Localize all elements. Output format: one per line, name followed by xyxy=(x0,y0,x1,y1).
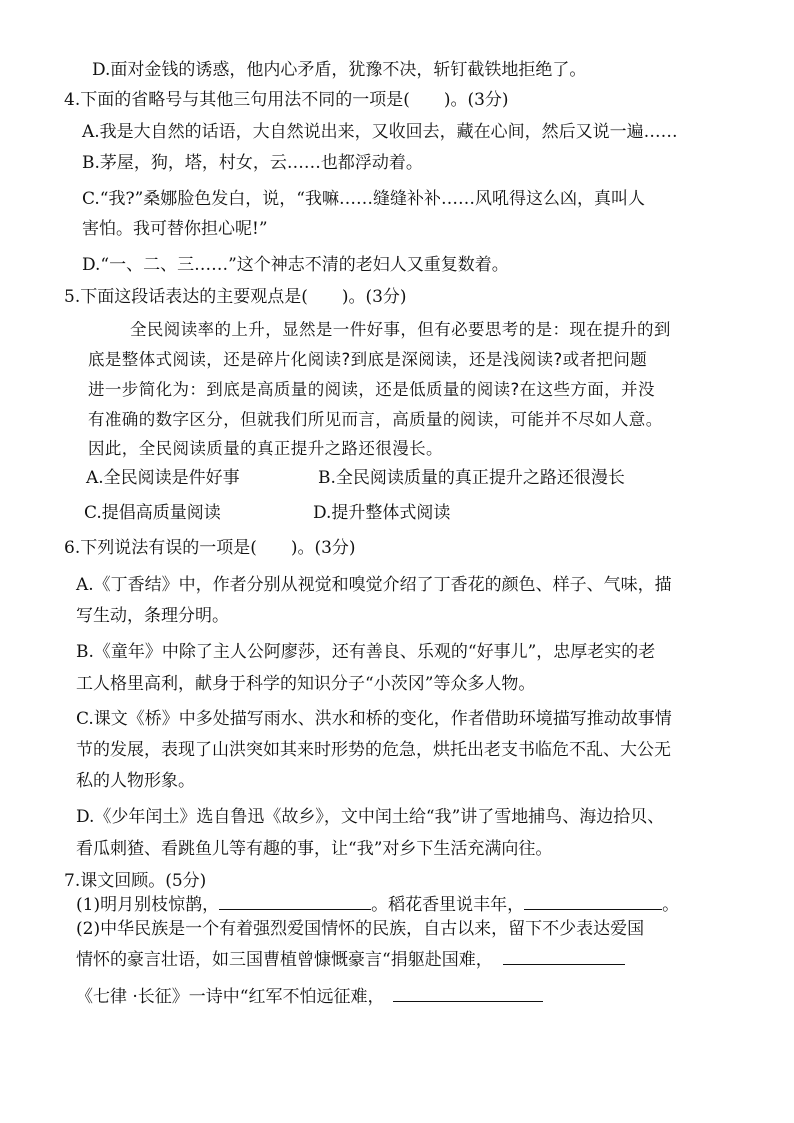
q4-option-c-line1: C.“我?”桑娜脸色发白，说，“我嘛……缝缝补补……风吼得这么凶，真叫人 xyxy=(82,189,645,209)
q5-passage-line: 全民阅读率的上升，显然是一件好事，但有必要思考的是：现在提升的到 xyxy=(130,320,671,339)
q6-option-d-line2: 看瓜刺猹、看跳鱼儿等有趣的事，让“我”对乡下生活充满向往。 xyxy=(76,839,553,859)
answer-blank[interactable] xyxy=(503,948,625,965)
q7-sub2-line2 xyxy=(76,948,625,971)
q7-stem: 7.课文回顾。(5分) xyxy=(64,871,207,891)
q5-option-c: C.提倡高质量阅读 xyxy=(84,503,221,523)
answer-blank[interactable] xyxy=(524,893,662,910)
q5-option-d: D.提升整体式阅读 xyxy=(313,503,451,523)
q5-passage-line: 底是整体式阅读，还是碎片化阅读?到底是深阅读，还是浅阅读?或者把问题 xyxy=(88,350,648,369)
q4-option-d: D.“一、二、三……”这个神志不清的老妇人又重复数着。 xyxy=(82,255,509,275)
q5-passage-line: 进一步简化为：到底是高质量的阅读，还是低质量的阅读?在这些方面，并没 xyxy=(88,380,655,399)
q6-option-a-line1: A.《丁香结》中，作者分别从视觉和嗅觉介绍了丁香花的颜色、样子、气味，描 xyxy=(76,575,672,595)
answer-blank[interactable] xyxy=(219,893,371,910)
q7-sub2-text: 《七律 ·长征》一诗中“红军不怕远征难， xyxy=(76,987,385,1007)
q5-passage-line: 因此，全民阅读质量的真正提升之路还很漫长。 xyxy=(88,439,443,458)
q7-sub2-line1: (2)中华民族是一个有着强烈爱国情怀的民族，自古以来，留下不少表达爱国 xyxy=(76,919,645,939)
q5-option-a: A.全民阅读是件好事 xyxy=(86,468,240,488)
q4-option-b: B.茅屋，狗，塔，村女，云……也都浮动着。 xyxy=(82,153,423,173)
q6-option-b-line1: B.《童年》中除了主人公阿廖莎，还有善良、乐观的“好事儿”，忠厚老实的老 xyxy=(76,642,656,662)
q5-option-b: B.全民阅读质量的真正提升之路还很漫长 xyxy=(318,468,625,488)
q6-option-d-line1: D.《少年闰土》选自鲁迅《故乡》，文中闰土给“我”讲了雪地捕鸟、海边拾贝、 xyxy=(76,807,665,827)
q3-option-d: D.面对金钱的诱惑，他内心矛盾，犹豫不决，斩钉截铁地拒绝了。 xyxy=(92,60,587,80)
q4-stem: 4.下面的省略号与其他三句用法不同的一项是( )。(3分) xyxy=(64,90,509,110)
q4-option-a: A.我是大自然的话语，大自然说出来，又收回去，藏在心间，然后又说一遍…… xyxy=(82,122,678,142)
q5-passage-line: 有准确的数字区分，但就我们所见而言，高质量的阅读，可能并不尽如人意。 xyxy=(88,410,663,429)
q6-option-c-line3: 私的人物形象。 xyxy=(76,771,195,791)
q6-option-a-line2: 写生动，条理分明。 xyxy=(76,606,229,626)
q7-sub2-line3 xyxy=(76,985,543,1008)
answer-blank[interactable] xyxy=(393,985,543,1002)
q4-option-c-line2: 害怕。我可替你担心呢!” xyxy=(82,219,268,239)
q7-sub2-text: 情怀的豪言壮语，如三国曹植曾慷慨豪言“捐躯赴国难， xyxy=(76,950,493,970)
q7-sub1-text: 。稻花香里说丰年， xyxy=(371,895,525,915)
q6-option-c-line2: 节的发展，表现了山洪突如其来时形势的危急，烘托出老支书临危不乱、大公无 xyxy=(76,740,671,760)
q6-stem: 6.下列说法有误的一项是( )。(3分) xyxy=(64,538,356,558)
q7-sub1-text: (1)明月别枝惊鹊， xyxy=(76,895,220,915)
q7-sub1 xyxy=(76,893,679,916)
q7-sub1-end: 。 xyxy=(662,895,680,915)
q6-option-b-line2: 工人格里高利，献身于科学的知识分子“小茨冈”等众多人物。 xyxy=(76,674,536,694)
q5-stem: 5.下面这段话表达的主要观点是( )。(3分) xyxy=(64,287,407,307)
q6-option-c-line1: C.课文《桥》中多处描写雨水、洪水和桥的变化，作者借助环境描写推动故事情 xyxy=(76,709,672,729)
